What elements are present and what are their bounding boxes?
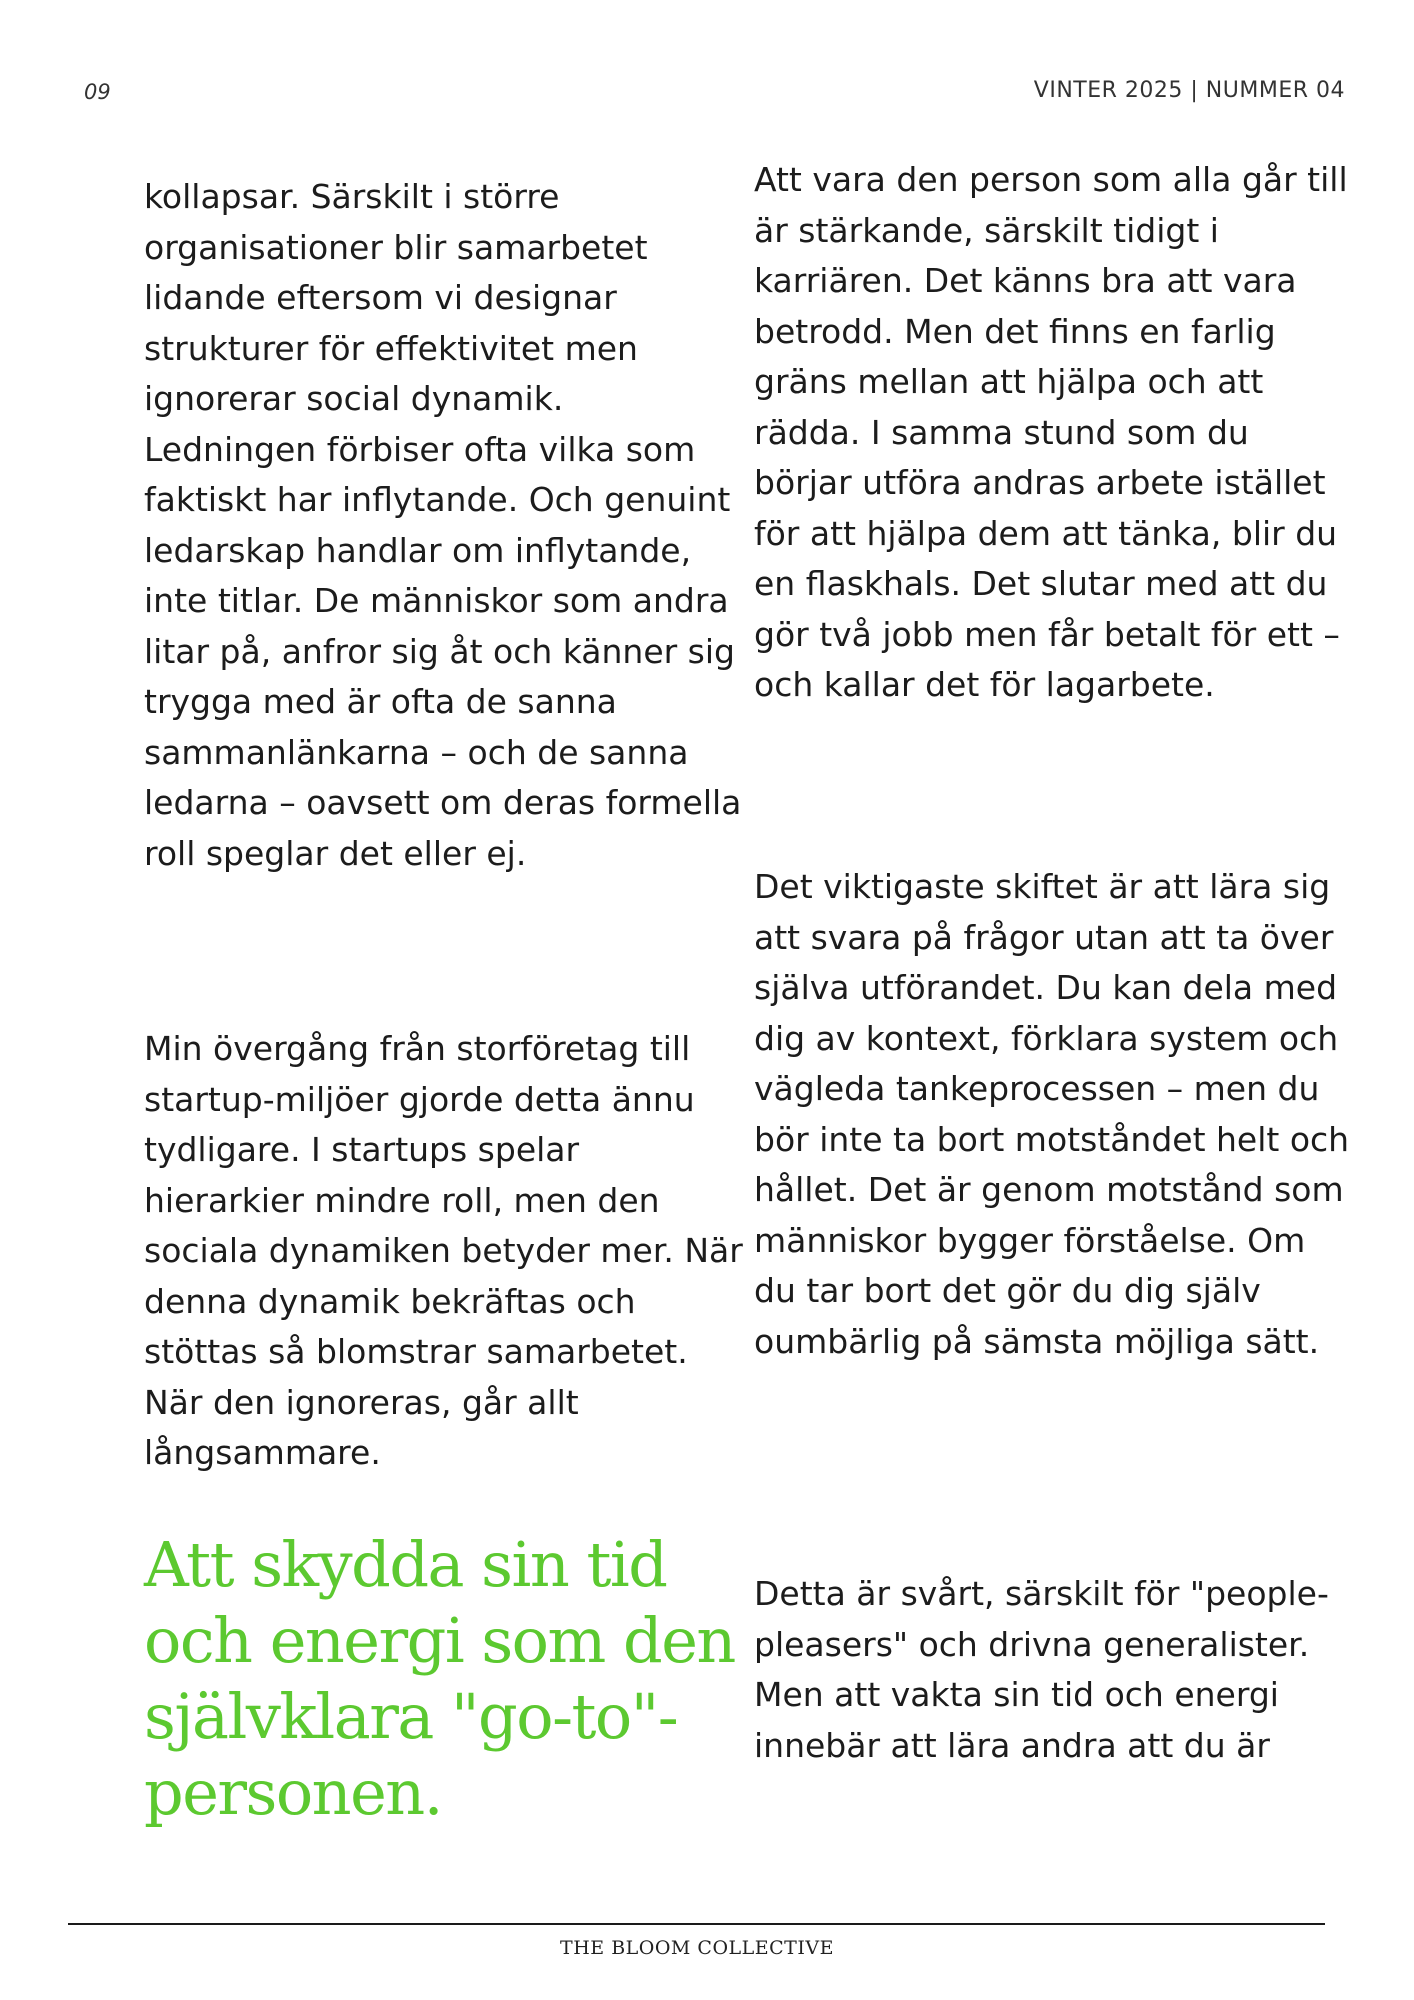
body-paragraph: kollapsar. Särskilt i större organisationer blir samarbetet lidande eftersom vi designar strukturer för effektivitet men ignorerar social dynamik. Ledningen förbiser ofta vilka som faktiskt har inflytande. Och genuint ledarskap handlar om inflytande, inte titlar. De människor som andra litar på, anfror sig åt och känner sig trygga med är ofta de sanna sammanlänkarna – och de sanna ledarna – oavsett om deras formella roll speglar det eller ej. bbox=[144, 177, 742, 873]
footer-brand: THE BLOOM COLLECTIVE bbox=[560, 1937, 834, 1959]
body-paragraph: Det viktigaste skiftet är att lära sig att svara på frågor utan att ta över själva utförandet. Du kan dela med dig av kontext, förklara system och vägleda tankeprocessen – men du bör inte ta bort motståndet helt och hållet. Det är genom motstånd som människor bygger förståelse. Om du tar bort det gör du dig själv oumbärlig på sämsta möjliga sätt. bbox=[754, 867, 1350, 1361]
issue-info: VINTER 2025 | NUMMER 04 bbox=[1033, 78, 1345, 103]
section-heading: Att skydda sin tid och energi som den självklara "go-to"-personen. bbox=[144, 1528, 735, 1829]
body-paragraph: Min övergång från storföretag till startup-miljöer gjorde detta ännu tydligare. I startups spelar hierarkier mindre roll, men den sociala dynamiken betyder mer. När denna dynamik bekräftas och stöttas så blomstrar samarbetet. När den ignoreras, går allt långsammare. bbox=[144, 1029, 743, 1472]
body-paragraph: Att vara den person som alla går till är stärkande, särskilt tidigt i karriären. Det känns bra att vara betrodd. Men det finns en farlig gräns mellan att hjälpa och att rädda. I samma stund som du börjar utföra andras arbete istället för att hjälpa dem att tänka, blir du en flaskhals. Det slutar med att du gör två jobb men får betalt för ett – och kallar det för lagarbete. bbox=[754, 160, 1348, 704]
footer-divider bbox=[68, 1923, 1325, 1925]
body-paragraph: Detta är svårt, särskilt för "people-pleasers" och drivna generalister. Men att vakta sin tid och energi innebär att lära andra att du är bbox=[754, 1574, 1329, 1765]
page-number: 09 bbox=[84, 80, 111, 104]
